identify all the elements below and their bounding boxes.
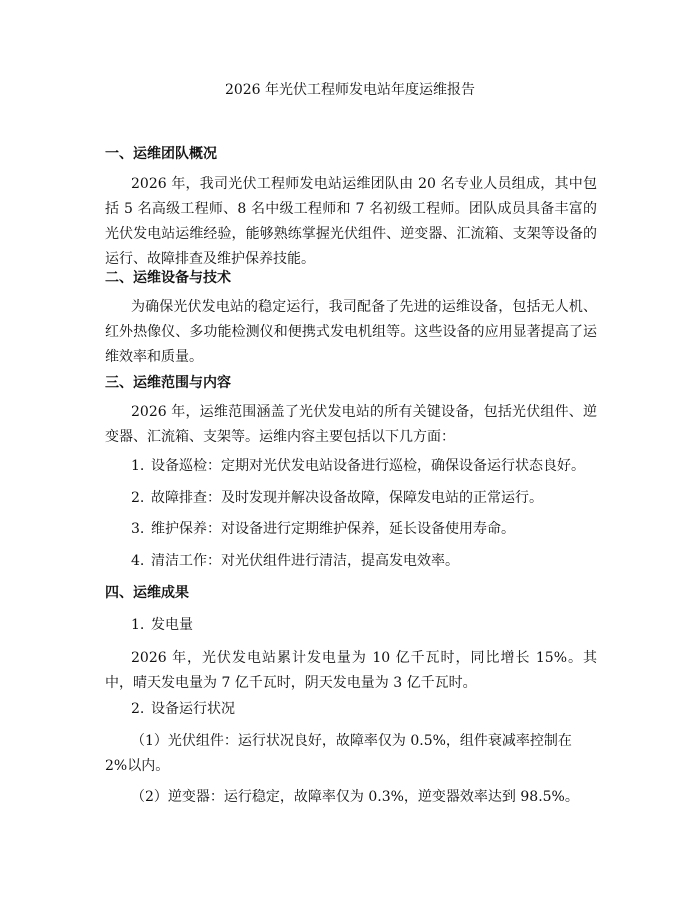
list-item-number: 1. [131, 458, 145, 474]
subsection-label: 设备运行状况 [151, 701, 235, 717]
section-heading-results: 四、运维成果 [105, 585, 189, 601]
list-item [131, 488, 597, 508]
subsection-number: 1. [131, 617, 145, 633]
list-item-text: 故障排查：及时发现并解决设备故障，保障发电站的正常运行。 [151, 490, 543, 506]
list-item-text: 维护保养：对设备进行定期维护保养，延长设备使用寿命。 [151, 521, 515, 537]
list-item [131, 551, 597, 571]
detail-inverters: （2）逆变器：运行稳定，故障率仅为 0.3%，逆变器效率达到 98.5%。 [131, 789, 579, 805]
subsection-label-generation [131, 615, 597, 635]
list-item-text: 清洁工作：对光伏组件进行清洁，提高发电效率。 [151, 553, 459, 569]
section-paragraph-scope: 2026 年，运维范围涵盖了光伏发电站的所有关键设备，包括光伏组件、逆变器、汇流箱、支架等。运维内容主要包括以下几方面： [105, 404, 597, 445]
document-title: 2026 年光伏工程师发电站年度运维报告 [224, 82, 476, 98]
list-item-number: 3. [131, 521, 145, 537]
list-item [131, 456, 597, 476]
list-item-number: 2. [131, 490, 145, 506]
subsection-number: 2. [131, 701, 145, 717]
section-paragraph-team: 2026 年，我司光伏工程师发电站运维团队由 20 名专业人员组成，其中包括 5 名高级工程师、8 名中级工程师和 7 名初级工程师。团队成员具备丰富的光伏发电站运维经验，能够熟练掌握光伏组件、逆变器、汇流箱、支架等设备的运行、故障排查及维护保养技能。 [105, 176, 597, 267]
list-item-text: 设备巡检：定期对光伏发电站设备进行巡检，确保设备运行状态良好。 [151, 458, 585, 474]
section-heading-team: 一、运维团队概况 [105, 146, 217, 162]
subsection-label-equipment-status [131, 699, 597, 719]
detail-pv-modules: （1）光伏组件：运行状况良好，故障率仅为 0.5%，组件衰减率控制在 2%以内。 [105, 733, 572, 774]
subsection-paragraph-generation: 2026 年，光伏发电站累计发电量为 10 亿千瓦时，同比增长 15%。其中，晴天发电量为 7 亿千瓦时，阴天发电量为 3 亿千瓦时。 [105, 650, 597, 691]
section-heading-equipment: 二、运维设备与技术 [105, 270, 231, 286]
list-item-number: 4. [131, 553, 145, 569]
section-paragraph-equipment: 为确保光伏发电站的稳定运行，我司配备了先进的运维设备，包括无人机、红外热像仪、多功能检测仪和便携式发电机组等。这些设备的应用显著提高了运维效率和质量。 [105, 299, 597, 365]
list-item [131, 519, 597, 539]
subsection-label: 发电量 [151, 617, 193, 633]
section-heading-scope: 三、运维范围与内容 [105, 375, 231, 391]
